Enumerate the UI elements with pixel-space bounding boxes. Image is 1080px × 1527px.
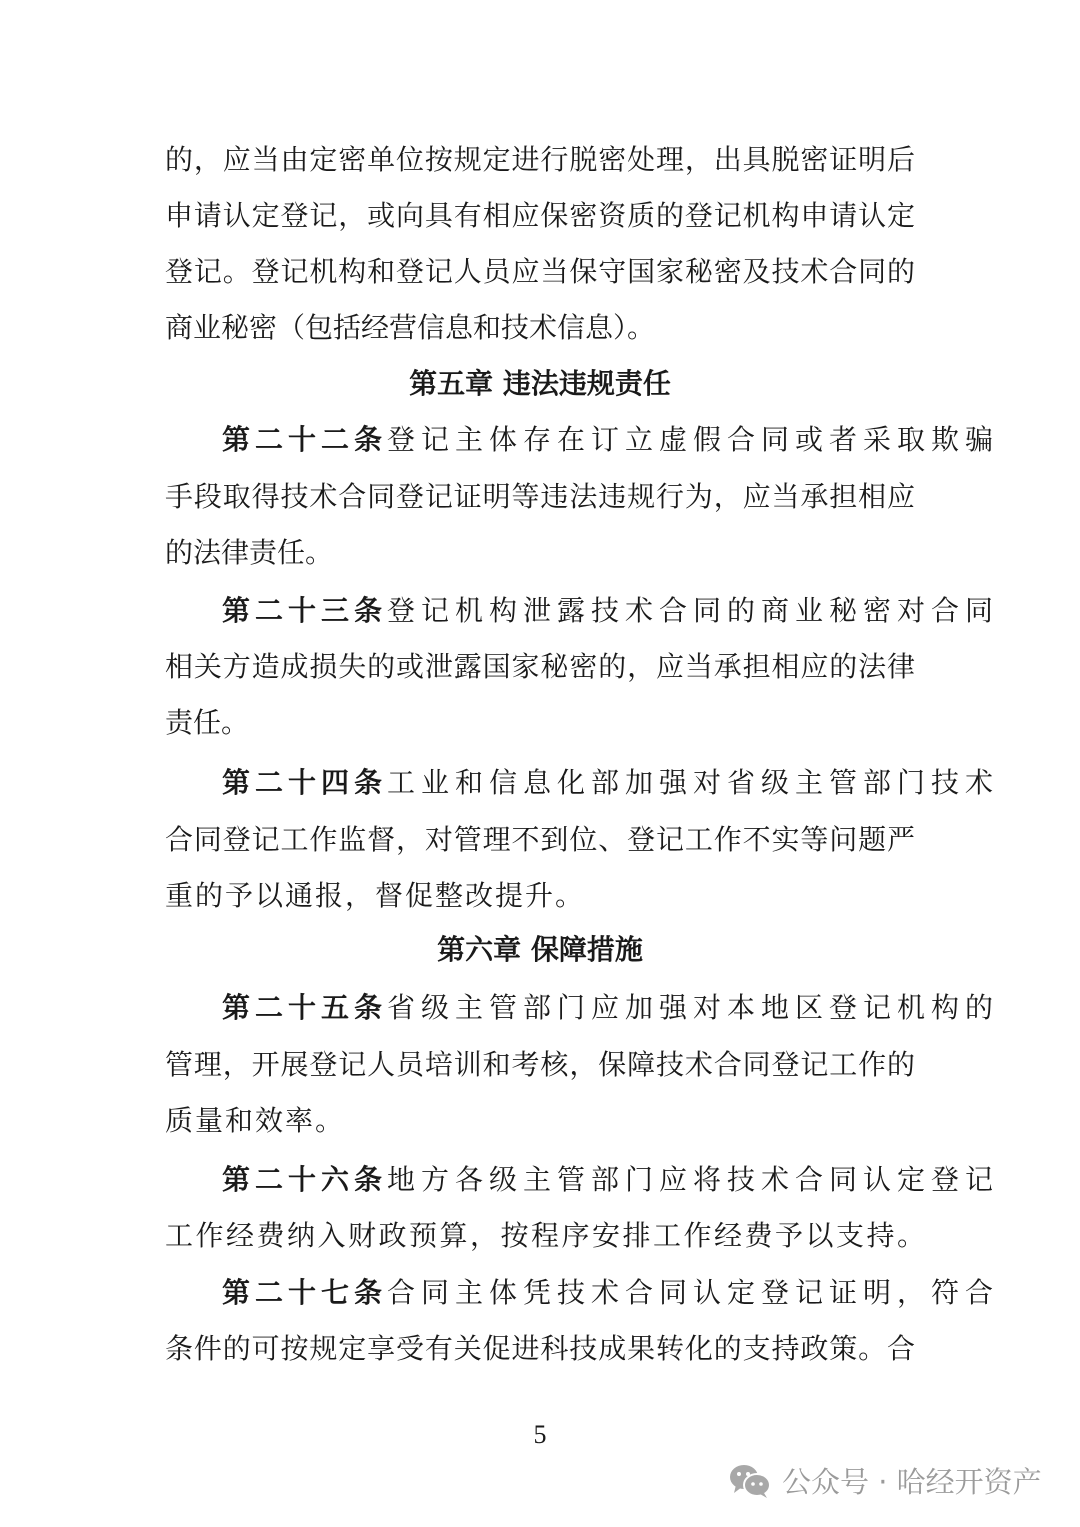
text: 省级主管部门应加强对本地区登记机构的 (387, 991, 1000, 1024)
text: 登记机构泄露技术合同的商业秘密对合同 (387, 594, 1000, 627)
text: 地方各级主管部门应将技术合同认定登记 (387, 1163, 1000, 1196)
page-number: 5 (533, 1420, 547, 1449)
article-number: 第二十六条 (222, 1163, 388, 1196)
text: 合同主体凭技术合同认定登记证明，符合 (387, 1276, 1000, 1309)
article-26-first-line (222, 1163, 1000, 1197)
watermark (728, 1460, 1042, 1501)
article-number: 第二十二条 (222, 423, 388, 456)
text-line: 质量和效率。 (165, 1104, 346, 1137)
article-number: 第二十五条 (222, 991, 388, 1024)
text-line: 责任。 (165, 706, 250, 739)
text: 登记主体存在订立虚假合同或者采取欺骗 (387, 423, 1000, 456)
text-line: 商业秘密（包括经营信息和技术信息）。 (165, 311, 656, 344)
text-line: 登记。登记机构和登记人员应当保守国家秘密及技术合同的 (165, 255, 915, 288)
chapter-heading: 第六章 保障措施 (437, 933, 643, 966)
text-line: 重的予以通报，督促整改提升。 (165, 879, 586, 912)
text-line: 相关方造成损失的或泄露国家秘密的，应当承担相应的法律 (165, 650, 915, 683)
text-line: 手段取得技术合同登记证明等违法违规行为，应当承担相应 (165, 480, 915, 513)
watermark-label: 公众号 · 哈经开资产 (782, 1465, 1042, 1499)
article-number: 第二十四条 (222, 766, 388, 799)
chapter-heading: 第五章 违法违规责任 (409, 367, 671, 400)
text: 工业和信息化部加强对省级主管部门技术 (387, 766, 1000, 799)
article-number: 第二十七条 (222, 1276, 388, 1309)
text-line: 条件的可按规定享受有关促进科技成果转化的支持政策。合 (165, 1332, 915, 1365)
article-25-first-line (222, 991, 1000, 1025)
text-line: 管理，开展登记人员培训和考核，保障技术合同登记工作的 (165, 1048, 915, 1081)
text-line: 的法律责任。 (165, 536, 334, 569)
article-number: 第二十三条 (222, 594, 388, 627)
article-24-first-line (222, 766, 1000, 800)
text-line: 合同登记工作监督，对管理不到位、登记工作不实等问题严 (165, 823, 915, 856)
text-line: 的，应当由定密单位按规定进行脱密处理，出具脱密证明后 (165, 143, 915, 176)
article-23-first-line (222, 594, 1000, 628)
article-27-first-line (222, 1276, 1000, 1310)
article-22-first-line (222, 423, 1000, 457)
text-line: 工作经费纳入财政预算，按程序安排工作经费予以支持。 (165, 1219, 928, 1252)
text-line: 申请认定登记，或向具有相应保密资质的登记机构申请认定 (165, 199, 915, 232)
wechat-icon (728, 1463, 772, 1499)
